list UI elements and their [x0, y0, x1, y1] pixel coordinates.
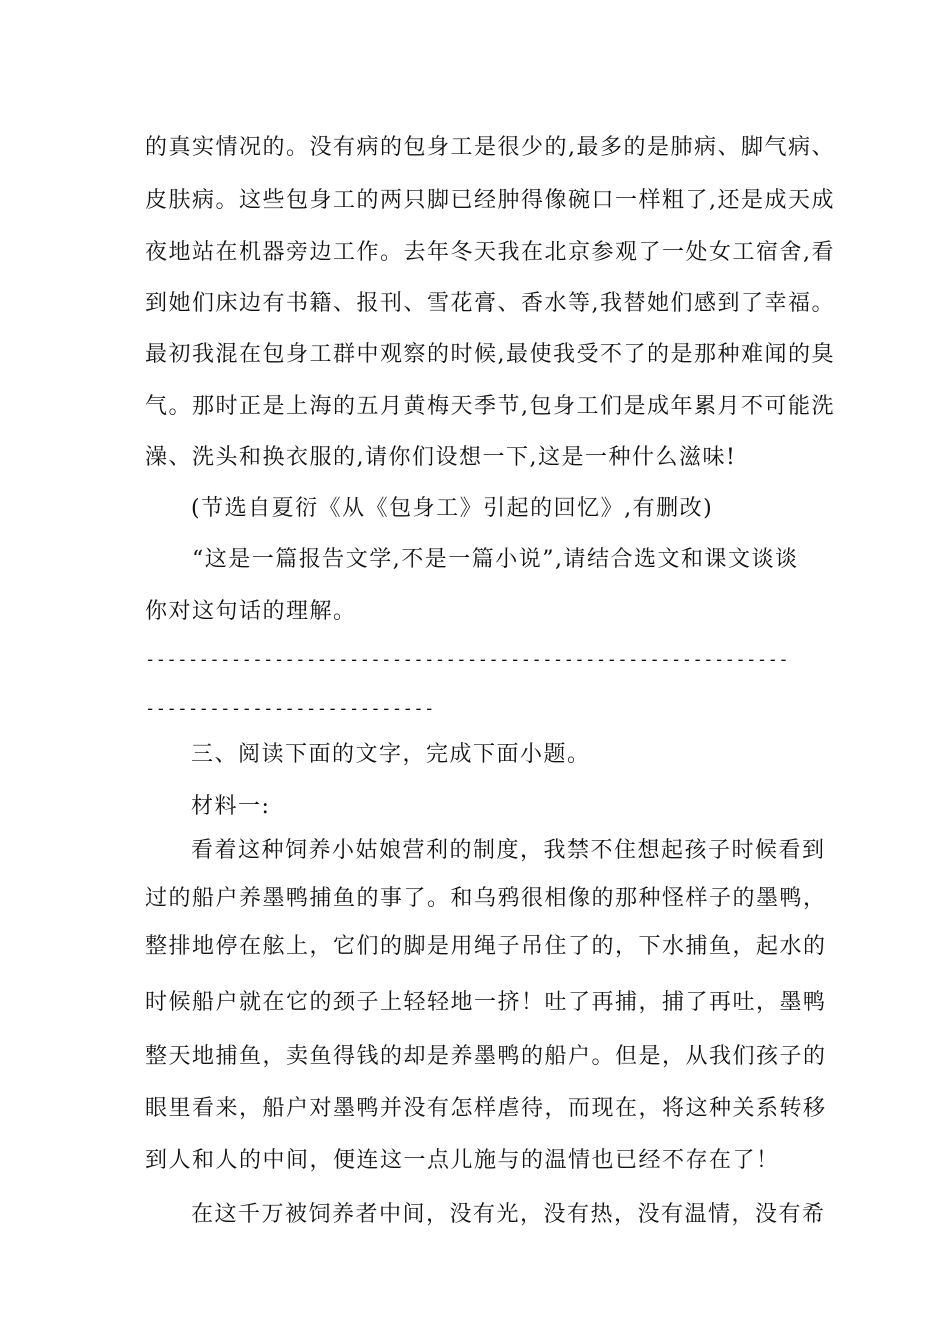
material-line: 时候船户就在它的颈子上轻轻地一挤！吐了再捕，捕了再吐，墨鸭 — [145, 990, 827, 1015]
section-heading: 三、阅读下面的文字，完成下面小题。 — [191, 742, 591, 767]
passage-line: 最初我混在包身工群中观察的时候,最使我受不了的是那种难闻的臭 — [145, 342, 835, 367]
passage-line: 到她们床边有书籍、报刊、雪花膏、香水等,我替她们感到了幸福。 — [145, 291, 835, 316]
material-line: 过的船户养墨鸭捕鱼的事了。和乌鸦很相像的那种怪样子的墨鸭， — [145, 886, 827, 911]
question-text: “这是一篇报告文学,不是一篇小说”,请结合选文和课文谈谈 — [192, 547, 799, 572]
passage-line: 夜地站在机器旁边工作。去年冬天我在北京参观了一处女工宿舍,看 — [145, 240, 835, 265]
passage-line: 澡、洗头和换衣服的,请你们设想一下,这是一种什么滋味! — [145, 445, 737, 470]
material-line: 在这千万被饲养者中间，没有光，没有热，没有温情，没有希 — [191, 1202, 826, 1227]
material-label: 材料一: — [191, 794, 271, 819]
passage-line: 气。那时正是上海的五月黄梅天季节,包身工们是成年累月不可能洗 — [145, 394, 835, 419]
passage-line: 皮肤病。这些包身工的两只脚已经肿得像碗口一样粗了,还是成天成 — [145, 188, 835, 213]
answer-line[interactable]: ------------------------------------------------------------ — [145, 650, 790, 670]
source-citation: (节选自夏衍《从《包身工》引起的回忆》,有删改) — [191, 496, 714, 521]
material-line: 整排地停在舷上，它们的脚是用绳子吊住了的，下水捕鱼，起水的 — [145, 934, 827, 959]
passage-line: 的真实情况的。没有病的包身工是很少的,最多的是肺病、脚气病、 — [145, 135, 835, 160]
question-text: 你对这句话的理解。 — [145, 599, 357, 624]
material-line: 眼里看来，船户对墨鸭并没有怎样虐待，而现在，将这种关系转移 — [145, 1096, 827, 1121]
answer-line[interactable]: --------------------------- — [145, 699, 435, 719]
material-line: 整天地捕鱼，卖鱼得钱的却是养墨鸭的船户。但是，从我们孩子的 — [145, 1044, 827, 1069]
material-line: 看着这种饲养小姑娘营利的制度，我禁不住想起孩子时候看到 — [191, 838, 826, 863]
material-line: 到人和人的中间，便连这一点儿施与的温情也已经不存在了！ — [145, 1148, 780, 1173]
